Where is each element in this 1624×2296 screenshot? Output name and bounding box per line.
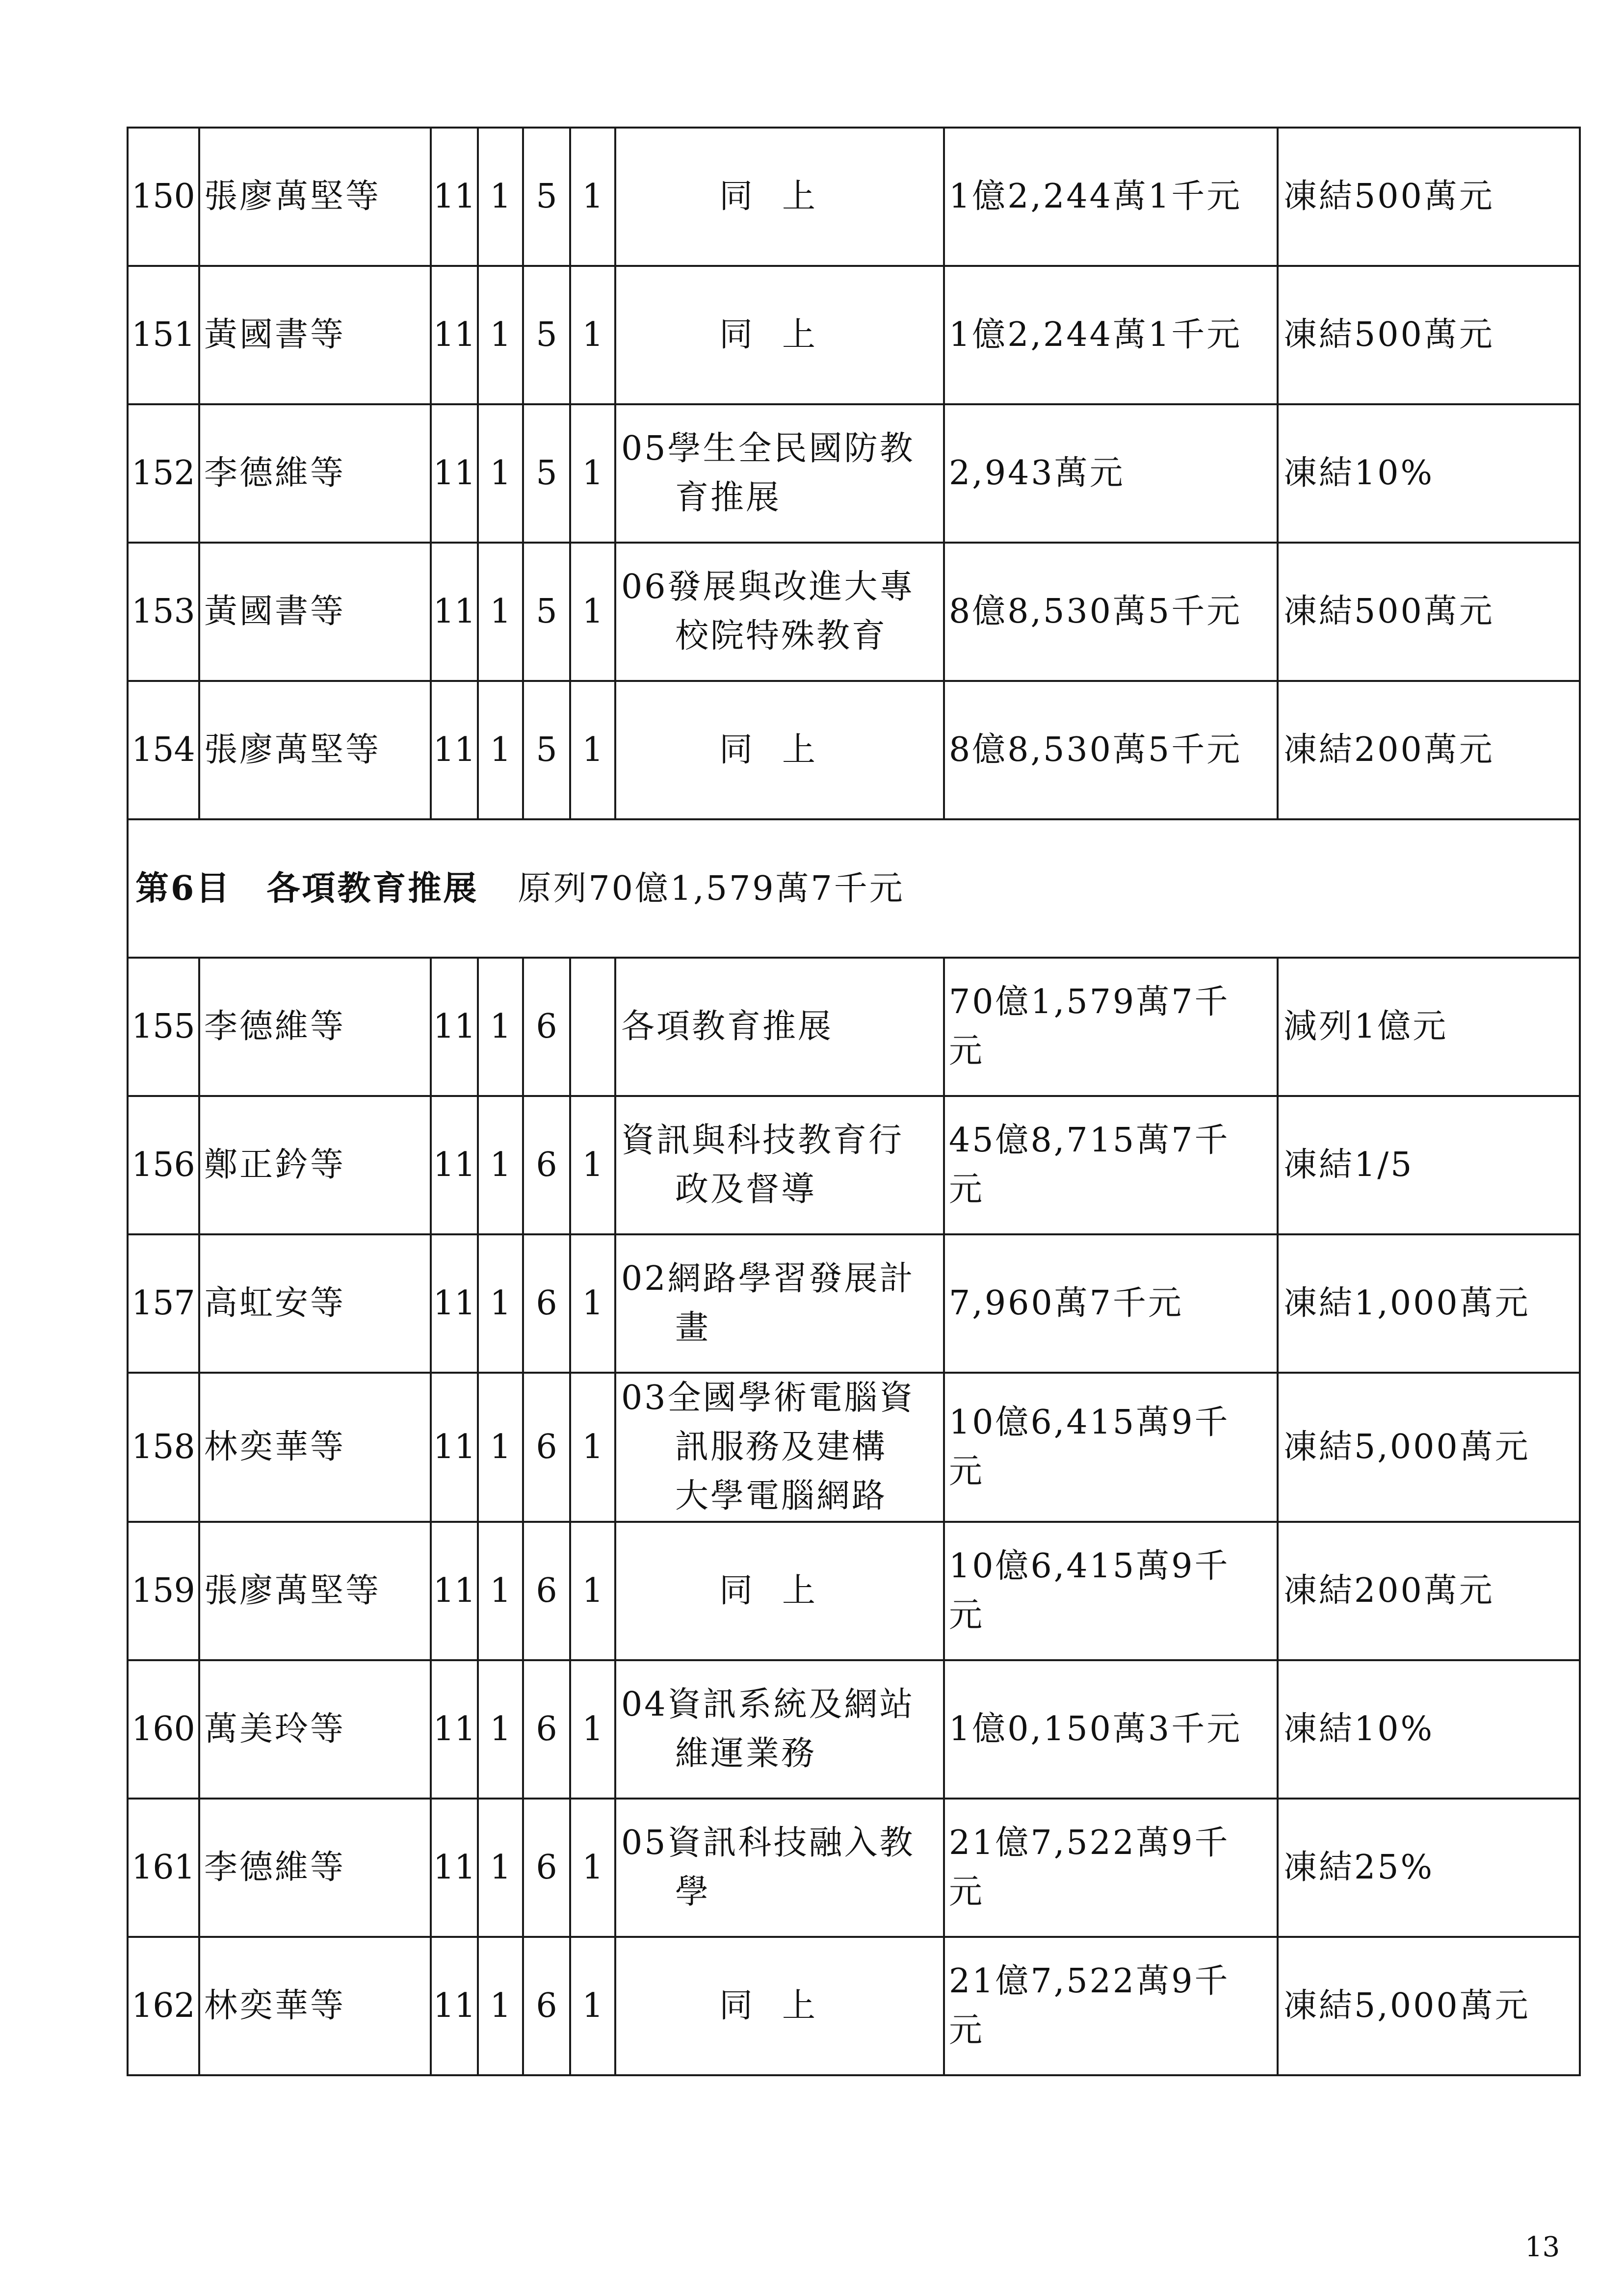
- budget-item-line: 05學生全民國防教: [621, 429, 915, 468]
- section-title: 第6目 各項教育推展: [135, 868, 479, 908]
- row-number: 162: [128, 1937, 199, 2075]
- budget-amount: [944, 1799, 1278, 1937]
- code-2: 1: [478, 1522, 523, 1660]
- budget-amount-line: 7,960萬7千元: [949, 1284, 1183, 1323]
- row-number: 154: [128, 681, 199, 819]
- budget-item-line: 大學電腦網路: [675, 1477, 888, 1515]
- proposed-action: 凍結25%: [1278, 1799, 1580, 1937]
- budget-amount-line: 10億6,415萬9千: [949, 1403, 1230, 1442]
- budget-item-line: 05資訊科技融入教: [621, 1824, 915, 1862]
- table-row: [128, 543, 1580, 681]
- proposed-action: 凍結1/5: [1278, 1096, 1580, 1234]
- budget-item-line: 03全國學術電腦資: [621, 1379, 915, 1417]
- budget-motion-table: [127, 127, 1581, 2076]
- code-4: 1: [570, 266, 615, 404]
- row-number: 158: [128, 1373, 199, 1522]
- proposed-action: 凍結1,000萬元: [1278, 1234, 1580, 1373]
- budget-item-line: 政及督導: [675, 1170, 817, 1209]
- proposed-action: 凍結5,000萬元: [1278, 1937, 1580, 2075]
- budget-amount: 2,943萬元: [944, 404, 1278, 543]
- code-3: 5: [523, 404, 570, 543]
- code-4: 1: [570, 681, 615, 819]
- code-3: 6: [523, 958, 570, 1096]
- budget-item: [615, 1234, 944, 1373]
- code-1: 11: [431, 1096, 478, 1234]
- budget-item-line: 校院特殊教育: [675, 617, 888, 655]
- code-2: 1: [478, 266, 523, 404]
- code-4: 1: [570, 1096, 615, 1234]
- budget-item-line: 同上: [719, 1571, 845, 1610]
- code-4: 1: [570, 404, 615, 543]
- table-row: [128, 404, 1580, 543]
- budget-amount: [944, 1522, 1278, 1660]
- row-number: 160: [128, 1660, 199, 1799]
- proposed-action: 凍結500萬元: [1278, 266, 1580, 404]
- code-2: 1: [478, 543, 523, 681]
- proposer-name: 萬美玲等: [199, 1660, 431, 1799]
- proposer-name: 張廖萬堅等: [199, 128, 431, 266]
- budget-amount: 8億8,530萬5千元: [944, 681, 1278, 819]
- proposer-name: 黃國書等: [199, 543, 431, 681]
- budget-item-line: 訊服務及建構: [675, 1428, 888, 1466]
- section-original-amount: 原列70億1,579萬7千元: [518, 869, 905, 908]
- proposed-action: 凍結500萬元: [1278, 128, 1580, 266]
- budget-item-line: 同上: [719, 177, 845, 216]
- budget-amount: 8億8,530萬5千元: [944, 543, 1278, 681]
- budget-item: [615, 1799, 944, 1937]
- code-2: 1: [478, 404, 523, 543]
- budget-item: [615, 1522, 944, 1660]
- table-row: [128, 1937, 1580, 2075]
- code-3: 6: [523, 1937, 570, 2075]
- proposer-name: 李德維等: [199, 958, 431, 1096]
- row-number: 156: [128, 1096, 199, 1234]
- code-4: 1: [570, 1522, 615, 1660]
- code-4: 1: [570, 1937, 615, 2075]
- section-row: [128, 819, 1580, 958]
- code-3: 6: [523, 1522, 570, 1660]
- proposer-name: 李德維等: [199, 404, 431, 543]
- code-3: 5: [523, 543, 570, 681]
- code-3: 5: [523, 128, 570, 266]
- budget-amount: [944, 1373, 1278, 1522]
- row-number: 155: [128, 958, 199, 1096]
- row-number: 159: [128, 1522, 199, 1660]
- budget-item: [615, 1373, 944, 1522]
- code-2: 1: [478, 681, 523, 819]
- budget-amount-line: 70億1,579萬7千: [949, 983, 1230, 1021]
- code-1: 11: [431, 958, 478, 1096]
- code-1: 11: [431, 1234, 478, 1373]
- table-row: [128, 1799, 1580, 1937]
- section-header: [128, 819, 1580, 958]
- budget-item: [615, 128, 944, 266]
- code-2: 1: [478, 1799, 523, 1937]
- budget-item-line: 學: [675, 1873, 711, 1911]
- row-number: 157: [128, 1234, 199, 1373]
- table-row: [128, 1234, 1580, 1373]
- code-4: 1: [570, 1799, 615, 1937]
- row-number: 152: [128, 404, 199, 543]
- table-row: [128, 128, 1580, 266]
- budget-item: [615, 266, 944, 404]
- proposer-name: 張廖萬堅等: [199, 681, 431, 819]
- table-row: [128, 958, 1580, 1096]
- proposed-action: 減列1億元: [1278, 958, 1580, 1096]
- budget-amount-line: 1億0,150萬3千元: [949, 1710, 1242, 1748]
- code-2: 1: [478, 128, 523, 266]
- row-number: 150: [128, 128, 199, 266]
- budget-item-line: 維運業務: [675, 1734, 817, 1773]
- proposed-action: 凍結5,000萬元: [1278, 1373, 1580, 1522]
- budget-amount-line: 21億7,522萬9千: [949, 1962, 1230, 2001]
- budget-amount-line: 元: [949, 1032, 985, 1070]
- budget-item-line: 資訊與科技教育行: [621, 1121, 904, 1160]
- budget-item-line: 育推展: [675, 478, 782, 517]
- budget-amount: [944, 958, 1278, 1096]
- code-1: 11: [431, 266, 478, 404]
- code-2: 1: [478, 1937, 523, 2075]
- proposed-action: 凍結500萬元: [1278, 543, 1580, 681]
- code-1: 11: [431, 681, 478, 819]
- code-4: 1: [570, 543, 615, 681]
- proposer-name: 林奕華等: [199, 1373, 431, 1522]
- code-2: 1: [478, 958, 523, 1096]
- code-1: 11: [431, 1373, 478, 1522]
- proposer-name: 李德維等: [199, 1799, 431, 1937]
- code-2: 1: [478, 1660, 523, 1799]
- budget-amount-line: 元: [949, 1596, 985, 1635]
- table-row: [128, 1660, 1580, 1799]
- budget-item-line: 同上: [719, 1986, 845, 2025]
- code-3: 6: [523, 1660, 570, 1799]
- budget-amount: 1億2,244萬1千元: [944, 266, 1278, 404]
- code-1: 11: [431, 1799, 478, 1937]
- budget-amount: [944, 1660, 1278, 1799]
- budget-item: [615, 681, 944, 819]
- code-4: 1: [570, 1660, 615, 1799]
- budget-item: [615, 543, 944, 681]
- table-row: [128, 1373, 1580, 1522]
- code-1: 11: [431, 543, 478, 681]
- code-4: [570, 958, 615, 1096]
- budget-amount: [944, 1937, 1278, 2075]
- row-number: 161: [128, 1799, 199, 1937]
- proposer-name: 高虹安等: [199, 1234, 431, 1373]
- budget-item-line: 各項教育推展: [621, 1007, 834, 1046]
- proposed-action: 凍結10%: [1278, 404, 1580, 543]
- table-row: [128, 1096, 1580, 1234]
- table-row: [128, 1522, 1580, 1660]
- code-3: 6: [523, 1373, 570, 1522]
- proposed-action: 凍結200萬元: [1278, 1522, 1580, 1660]
- budget-amount-line: 10億6,415萬9千: [949, 1547, 1230, 1586]
- proposer-name: 鄭正鈐等: [199, 1096, 431, 1234]
- code-1: 11: [431, 1937, 478, 2075]
- proposer-name: 林奕華等: [199, 1937, 431, 2075]
- row-number: 151: [128, 266, 199, 404]
- row-number: 153: [128, 543, 199, 681]
- code-4: 1: [570, 1234, 615, 1373]
- budget-item-line: 04資訊系統及網站: [621, 1685, 915, 1724]
- budget-item: [615, 958, 944, 1096]
- budget-item-line: 畫: [675, 1308, 711, 1347]
- budget-amount-line: 元: [949, 2011, 985, 2050]
- budget-amount-line: 元: [949, 1170, 985, 1209]
- code-3: 6: [523, 1799, 570, 1937]
- code-1: 11: [431, 404, 478, 543]
- budget-item-line: 06發展與改進大專: [621, 568, 915, 606]
- page-number: 13: [1525, 2231, 1560, 2263]
- code-1: 11: [431, 128, 478, 266]
- code-1: 11: [431, 1660, 478, 1799]
- budget-amount: [944, 1096, 1278, 1234]
- code-2: 1: [478, 1234, 523, 1373]
- proposer-name: 黃國書等: [199, 266, 431, 404]
- proposer-name: 張廖萬堅等: [199, 1522, 431, 1660]
- code-3: 5: [523, 681, 570, 819]
- budget-item: [615, 1096, 944, 1234]
- budget-amount-line: 45億8,715萬7千: [949, 1121, 1230, 1160]
- budget-amount-line: 元: [949, 1452, 985, 1491]
- code-3: 5: [523, 266, 570, 404]
- budget-amount-line: 元: [949, 1873, 985, 1911]
- code-4: 1: [570, 1373, 615, 1522]
- code-1: 11: [431, 1522, 478, 1660]
- budget-amount-line: 21億7,522萬9千: [949, 1824, 1230, 1862]
- code-2: 1: [478, 1373, 523, 1522]
- table-row: [128, 266, 1580, 404]
- proposed-action: 凍結200萬元: [1278, 681, 1580, 819]
- code-2: 1: [478, 1096, 523, 1234]
- budget-item: [615, 1660, 944, 1799]
- code-4: 1: [570, 128, 615, 266]
- code-3: 6: [523, 1096, 570, 1234]
- proposed-action: 凍結10%: [1278, 1660, 1580, 1799]
- budget-item-line: 同上: [719, 315, 845, 354]
- budget-item-line: 02網路學習發展計: [621, 1259, 915, 1298]
- budget-item-line: 同上: [719, 731, 845, 769]
- table-body: [128, 128, 1580, 2075]
- budget-amount: 1億2,244萬1千元: [944, 128, 1278, 266]
- budget-item: [615, 404, 944, 543]
- code-3: 6: [523, 1234, 570, 1373]
- budget-item: [615, 1937, 944, 2075]
- budget-amount: [944, 1234, 1278, 1373]
- table-row: [128, 681, 1580, 819]
